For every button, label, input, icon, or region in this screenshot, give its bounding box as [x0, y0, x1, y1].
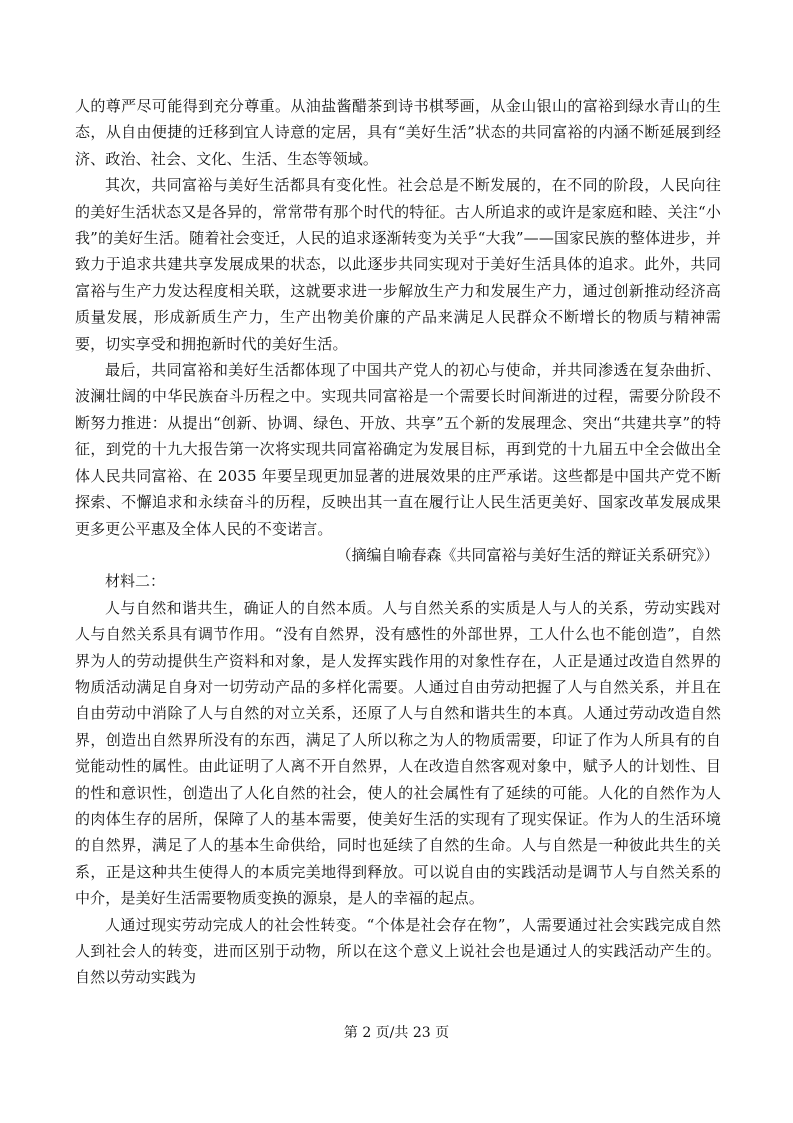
paragraph-social-transformation: 人通过现实劳动完成人的社会性转变。“个体是社会存在物”，人需要通过社会实践完成自然人到社会人的转变，进而区别于动物，所以在这个意义上说社会也是通过人的实践活动产生的。自然以劳动实践为: [75, 915, 721, 987]
paragraph-variability: 其次，共同富裕与美好生活都具有变化性。社会总是不断发展的，在不同的阶段，人民向往的美好生活状态又是各异的，常常带有那个时代的特征。古人所追求的或许是家庭和睦、关注“小我”的美好生活。随着社会变迁，人民的追求逐渐转变为关乎“大我”——国家民族的整体进步，并致力于追求共建共享发展成果的状态，以此逐步共同实现对于美好生活具体的追求。此外，共同富裕与生产力发达程度相关联，这就要求进一步解放生产力和发展生产力，通过创新推动经济高质量发展，形成新质生产力，生产出物美价廉的产品来满足人民群众不断增长的物质与精神需要，切实享受和拥抱新时代的美好生活。: [75, 176, 721, 353]
page-number-footer: 第 2 页/共 23 页: [343, 1025, 450, 1041]
source-citation: （摘编自喻春森《共同富裕与美好生活的辩证关系研究》）: [336, 545, 719, 564]
paragraph-mission: 最后，共同富裕和美好生活都体现了中国共产党人的初心与使命，并共同渗透在复杂曲折、波澜壮阔的中华民族奋斗历程之中。实现共同富裕是一个需要长时间渐进的过程，需要分阶段不断努力推进：从提出“创新、协调、绿色、开放、共享”五个新的发展理念、突出“共建共享”的特征，到党的十九大报告第一次将实现共同富裕确定为发展目标，再到党的十九届五中全会做出全体人民共同富裕、在 2035 年要呈现更加显著的进展效果的庄严承诺。这些都是中国共产党不断探索、不懈追求和永续奋斗的历程，反映出其一直在履行让人民生活更美好、国家改革发展成果更多更公平惠及全体人民的不变诺言。: [75, 361, 721, 538]
document-body: [75, 93, 721, 991]
paragraph-continuation: 人的尊严尽可能得到充分尊重。从油盐酱醋茶到诗书棋琴画，从金山银山的富裕到绿水青山的生态，从自由便捷的迁移到宜人诗意的定居，具有“美好生活”状态的共同富裕的内涵不断延展到经济、政治、社会、文化、生活、生态等领域。: [75, 97, 721, 168]
paragraph-harmony-with-nature: 人与自然和谐共生，确证人的自然本质。人与自然关系的实质是人与人的关系，劳动实践对人与自然关系具有调节作用。“没有自然界，没有感性的外部世界，工人什么也不能创造”，自然界为人的劳动提供生产资料和对象，是人发挥实践作用的对象性存在，人正是通过改造自然界的物质活动满足自身对一切劳动产品的多样化需要。人通过自由劳动把握了人与自然关系，并且在自由劳动中消除了人与自然的对立关系，还原了人与自然和谐共生的本真。人通过劳动改造自然界，创造出自然界所没有的东西，满足了人所以称之为人的物质需要，印证了作为人所具有的自觉能动性的属性。由此证明了人离不开自然界，人在改造自然客观对象中，赋予人的计划性、目的性和意识性，创造出了人化自然的社会，使人的社会属性有了延续的可能。人化的自然作为人的肉体生存的居所，保障了人的基本需要，使美好生活的实现有了现实保证。作为人的生活环境的自然界，满足了人的基本生命供给，同时也延续了自然的生命。人与自然是一种彼此共生的关系，正是这种共生使得人的本质完美地得到释放。可以说自由的实践活动是调节人与自然关系的中介，是美好生活需要物质变换的源泉，是人的幸福的起点。: [75, 598, 721, 908]
material-two-label: 材料二：: [105, 572, 166, 591]
